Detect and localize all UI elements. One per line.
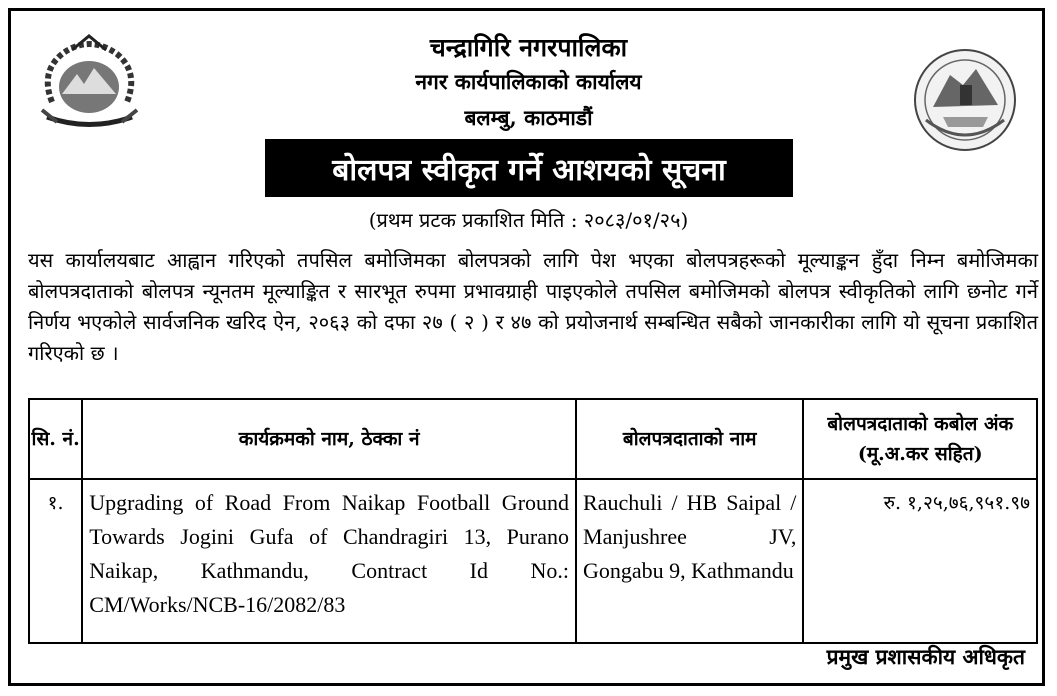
publication-date: (प्रथम प्रटक प्रकाशित मिति : २०८३/०१/२५) [368, 208, 689, 232]
cell-amount: रु. १,२५,७६,९५१.९७ [803, 479, 1037, 643]
header-bidder: बोलपत्रदाताको नाम [576, 399, 803, 479]
cell-bidder: Rauchuli / HB Saipal / Manjushree JV, Gongabu 9, Kathmandu [576, 479, 803, 643]
cell-sn: १. [29, 479, 82, 643]
office-name: नगर कार्यपालिकाको कार्यालय [415, 69, 642, 94]
cell-program: Upgrading of Road From Naikap Football Ground Towards Jogini Gufa of Chandragiri 13, Purano Naikap, Kathmandu, Contract Id No.: CM/Works/NCB-16/2082/83 [82, 479, 576, 643]
signatory-title: प्रमुख प्रशासकीय अधिकृत [826, 644, 1025, 669]
header-sn: सि. नं. [29, 399, 82, 479]
header-amount: बोलपत्रदाताको कबोल अंक (मू.अ.कर सहित) [803, 399, 1037, 479]
table-header-row [29, 399, 1037, 479]
header-program: कार्यक्रमको नाम, ठेक्का नं [82, 399, 576, 479]
office-location: बलम्बु, काठमाडौं [464, 105, 593, 130]
notice-title: बोलपत्र स्वीकृत गर्ने आशयको सूचना [265, 139, 793, 197]
municipality-name: चन्द्रागिरि नगरपालिका [429, 33, 628, 62]
bid-table [28, 398, 1038, 644]
notice-body: यस कार्यालयबाट आह्वान गरिएको तपसिल बमोजिमका बोलपत्रको लागि पेश भएका बोलपत्रहरूको मूल्याङ्कन हुँदा निम्न बमोजिमका बोलपत्रदाताको बोलपत्र न्यूनतम मूल्याङ्कित र सारभूत रुपमा प्रभावग्राही पाइएकोले तपसिल बमोजिमको बोलपत्र स्वीकृतिको लागि छनोट गर्ने निर्णय भएकोले सार्वजनिक खरिद ऐन, २०६३ को दफा २७ ( २ ) र ४७ को प्रयोजनार्थ सम्बन्धित सबैको जानकारीका लागि यो सूचना प्रकाशित गरिएको छ । [28, 248, 1038, 365]
table-row [29, 479, 1037, 643]
